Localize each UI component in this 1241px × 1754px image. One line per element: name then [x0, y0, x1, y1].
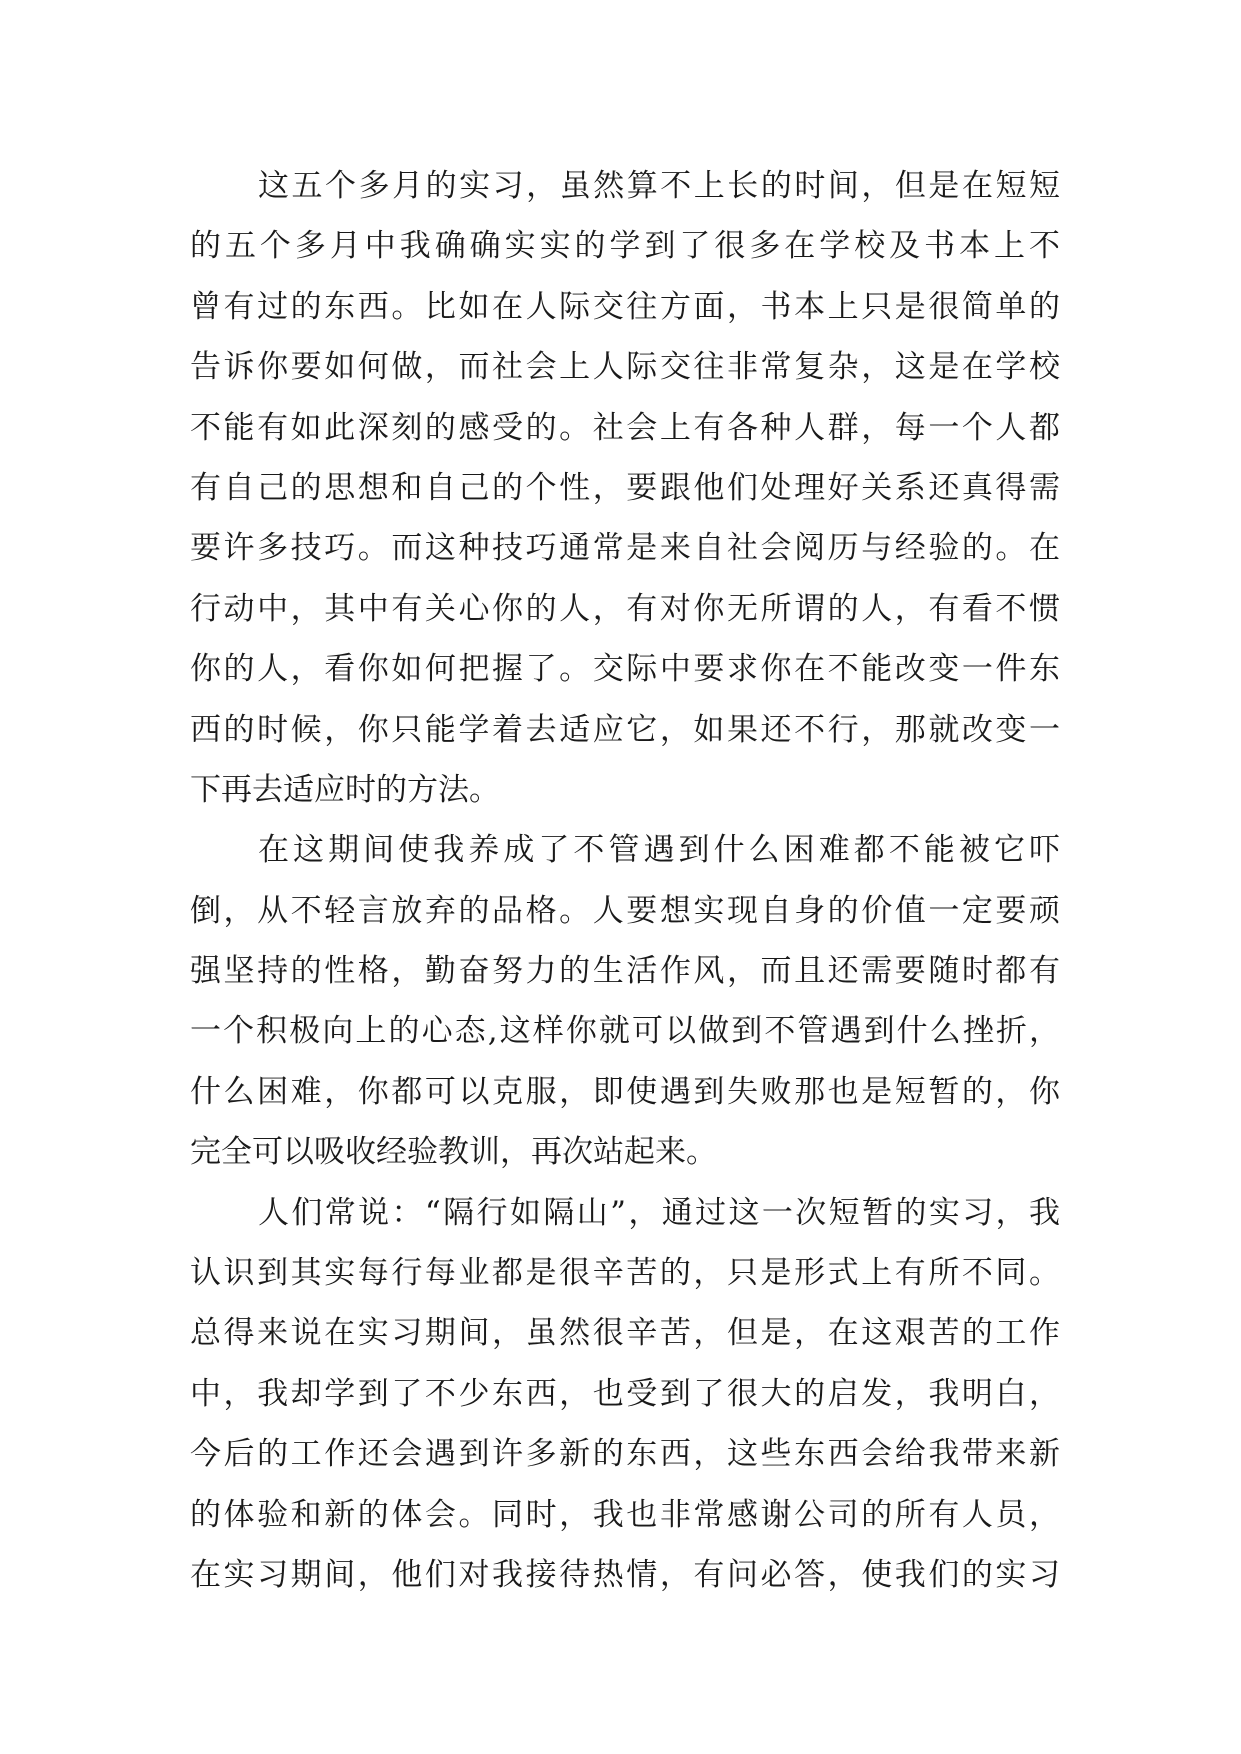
paragraph-1-line-2: 的五个多月中我确确实实的学到了很多在学校及书本上不: [190, 228, 1060, 265]
body-text: [190, 156, 1060, 1605]
paragraph-1-line-5: 不能有如此深刻的感受的。社会上有各种人群，每一个人都: [190, 409, 1060, 446]
paragraph-1-line-6: 有自己的思想和自己的个性，要跟他们处理好关系还真得需: [190, 469, 1060, 506]
paragraph-1-line-11: 下再去适应时的方法。: [190, 771, 500, 808]
paragraph-2-line-5: 什么困难，你都可以克服，即使遇到失败那也是短暂的，你: [190, 1073, 1060, 1110]
paragraph-2-line-1: 在这期间使我养成了不管遇到什么困难都不能被它吓: [258, 832, 1060, 869]
paragraph-1-line-4: 告诉你要如何做，而社会上人际交往非常复杂，这是在学校: [190, 349, 1060, 386]
paragraph-1-line-1: 这五个多月的实习，虽然算不上长的时间，但是在短短: [258, 168, 1060, 204]
paragraph-2-line-4: 一个积极向上的心态,这样你就可以做到不管遇到什么挫折，: [190, 1013, 1060, 1050]
paragraph-2-line-3: 强坚持的性格，勤奋努力的生活作风，而且还需要随时都有: [190, 953, 1060, 990]
paragraph-3-line-1: 人们常说：“隔行如隔山”，通过这一次短暂的实习，我: [258, 1194, 1060, 1231]
paragraph-1-line-9: 你的人，看你如何把握了。交际中要求你在不能改变一件东: [190, 651, 1060, 688]
paragraph-2-line-6: 完全可以吸收经验教训，再次站起来。: [190, 1134, 717, 1171]
paragraph-3-line-4: 中，我却学到了不少东西，也受到了很大的启发，我明白，: [190, 1375, 1060, 1412]
paragraph-2-line-2: 倒，从不轻言放弃的品格。人要想实现自身的价值一定要顽: [190, 892, 1060, 929]
paragraph-3-line-3: 总得来说在实习期间，虽然很辛苦，但是，在这艰苦的工作: [190, 1315, 1060, 1352]
paragraph-1-line-8: 行动中，其中有关心你的人，有对你无所谓的人，有看不惯: [190, 590, 1060, 627]
paragraph-1-line-7: 要许多技巧。而这种技巧通常是来自社会阅历与经验的。在: [190, 530, 1060, 567]
paragraph-3-line-6: 的体验和新的体会。同时，我也非常感谢公司的所有人员，: [190, 1496, 1060, 1533]
paragraph-3-line-7: 在实习期间，他们对我接待热情，有问必答，使我们的实习: [190, 1556, 1060, 1593]
paragraph-3-line-5: 今后的工作还会遇到许多新的东西，这些东西会给我带来新: [190, 1436, 1060, 1473]
paragraph-1-line-10: 西的时候，你只能学着去适应它，如果还不行，那就改变一: [190, 711, 1060, 748]
paragraph-3-line-2: 认识到其实每行每业都是很辛苦的，只是形式上有所不同。: [190, 1255, 1060, 1292]
paragraph-1-line-3: 曾有过的东西。比如在人际交往方面，书本上只是很简单的: [190, 288, 1060, 325]
